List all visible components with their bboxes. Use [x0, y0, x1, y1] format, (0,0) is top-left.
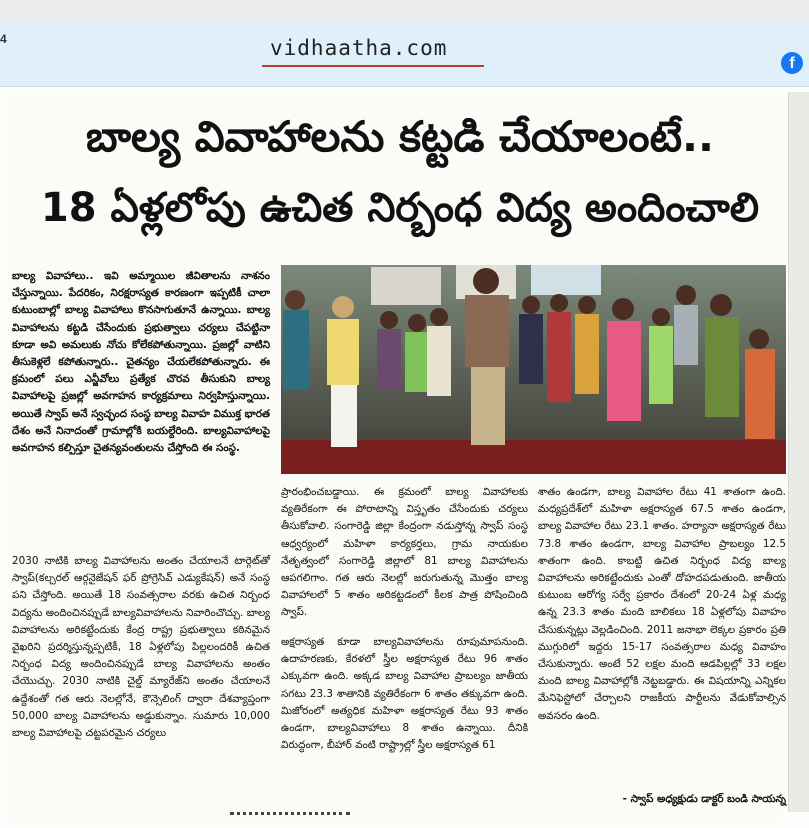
column-3-text: శాతం ఉండగా, బాల్య వివాహాల రేటు 41 శాతంగా ఉంది. మధ్యప్రదేశ్‌లో మహిళా అక్షరాస్యత 67.5 శాతం ఉండగా, బాల్య వివాహాల రేటు 23.1 శాతం. హర్యానా అక్షరాస్యత రేటు 73.8 శాతం ఉండగా, బాల్య వివాహాల ప్రాబల్యం 12.5 శాతంగా ఉంది. కాబట్టి ఉచిత నిర్బంధ విద్య బాల్య వివాహాలను అరికట్టేందుకు ఎంతో దోహదపడుతుంది. జాతీయ కుటుంబ ఆరోగ్య సర్వే ప్రకారం దేశంలో 20-24 ఏళ్ల మధ్య ఉన్న 23.3 శాతం మంది బాలికలు 18 ఏళ్లలోపు వివాహం చేసుకున్నట్లు వెల్లడించింది. 2011 జనాభా లెక్కల ప్రకారం ప్రతి ముగ్గురిలో ఇద్దరు 15-17 సంవత్సరాల మధ్య వివాహం చేసుకున్నారు. అంటే 52 లక్షల మంది ఆడపిల్లల్లో 33 లక్షల మంది బాల్య వివాహాల్లోకి నెట్టబడ్డారు. ఈ విషయాన్ని ఎన్నికల మేనిఫెస్టోలో చేర్చాలని రాజకీయ పార్టీలను వేడుకోవాల్సిన అవసరం ఉంది.: [538, 486, 786, 722]
author-byline: - స్వాప్ అధ్యక్షుడు డాక్టర్ బండి సాయన్న: [622, 793, 786, 805]
site-header: [0, 22, 809, 87]
column-2-part-2: [281, 634, 528, 754]
column-2a-text: ప్రారంభించబడ్డాయి. ఈ క్రమంలో బాల్య వివాహాలకు వ్యతిరేకంగా ఈ పోరాటాన్ని విస్తృతం చేసేందుకు చర్యలు తీసుకోవాలి. సంగారెడ్డి జిల్లా కేంద్రంగా నడుస్తోన్న స్వాప్ సంస్థ ఆధ్వర్యంలో మహిళా కార్యకర్తలు, గ్రామ నాయకుల నేతృత్వంలో సంగారెడ్డి జిల్లాలో 81 బాల్య వివాహాలను ఆపగలిగాం. గత ఆరు నెలల్లో జరుగుతున్న మొత్తం బాల్య వివాహాలలో 5 శాతం అరికట్టడంలో కీలక పాత్ర పోషించింది స్వాప్.: [281, 486, 528, 619]
next-article-fragment: [230, 812, 350, 828]
intro-text: బాల్య వివాహాలు.. ఇవి అమ్మాయిల జీవితాలను నాశనం చేస్తున్నాయి. పేదరికం, నిరక్షరాస్యత కారణంగా ఇప్పటికీ చాలా కుటుంబాల్లో బాల్య వివాహాలు కొనసాగుతూనే ఉన్నాయి. బాల్య వివాహాలను కట్టడి చేసేందుకు ప్రభుత్వాలు చర్యలు చేపట్టినా కూడా అవి అమలుకు నోచు కోలేకపోతున్నాయి. ప్రజల్లో వాటిని తీసుకెళ్లలే కపోతున్నారు.. చైతన్యం చేయలేకపోతున్నారు. ఈ క్రమంలో పలు ఎన్జీవోలు ప్రత్యేక చొరవ తీసుకుని బాల్య వివాహాలపై ప్రజల్లో అవగాహన కార్యక్రమాలు నిర్వహిస్తున్నాయి. అయితే స్వాప్ అనే స్వచ్ఛంద సంస్థ బాల్య వివాహ విముక్త భారత దేశం అనే నినాదంతో గ్రామాల్లోకి బయల్దేరింది. బాల్యవివాహాలపై అవగాహన కల్పిస్తూ చైతన్యవంతులను చేస్తోంది ఈ సంస్థ.: [12, 270, 270, 455]
facebook-icon[interactable]: f: [781, 52, 803, 74]
site-name-link[interactable]: vidhaatha.com: [270, 36, 448, 60]
adjacent-page-edge: [788, 92, 809, 812]
intro-paragraph: [12, 268, 270, 457]
column-1-body: [12, 553, 270, 742]
event-photo: [281, 265, 786, 474]
column-2-part-1: [281, 484, 528, 622]
column-3: [538, 484, 786, 725]
headline-line-1: బాల్య వివాహాలను కట్టడి చేయాలంటే..: [86, 112, 714, 161]
browser-top-band: [0, 0, 809, 22]
column-2b-text: అక్షరాస్యత కూడా బాల్యవివాహాలను రూపుమాపనుంది. ఉదాహరణకు, కేరళలో స్త్రీల అక్షరాస్యత రేటు 96 శాతం ఎక్కువగా ఉంది. అక్కడ బాల్య వివాహాల ప్రాబల్యం జాతీయ సగటు 23.3 శాతానికి వ్యతిరేకంగా 6 శాతం తక్కువగా ఉంది. మిజోరంలో అత్యధిక మహిళా అక్షరాస్యత రేటు 93 శాతం ఉండగా, బాల్యవివాహాలు 8 శాతం ఉన్నాయి. దీనికి విరుద్ధంగా, బీహార్ వంటి రాష్ట్రాల్లో స్త్రీల అక్షరాస్యత 61: [281, 636, 528, 752]
headline-line-2: 18 ఏళ్లలోపు ఉచిత నిర్బంధ విద్య అందించాలి: [40, 185, 760, 231]
column-1-text: 2030 నాటికి బాల్య వివాహాలను అంతం చేయాలనే టార్గెట్‌తో స్వాప్(కల్చరల్ ఆర్గనైజేషన్ ఫర్ ప్రోగ్రెసివ్ ఎడ్యుకేషన్) అనే సంస్థ పని చేస్తోంది. అయితే 18 సంవత్సరాల వరకు ఉచిత నిర్బంధ విద్యను అందించినప్పుడే బాల్యవివాహాలను నివారించొచ్చు. బాల్య వివాహాలను అరికట్టేందుకు కేంద్ర రాష్ట్ర ప్రభుత్వాలు కఠినమైన వైఖరిని ప్రదర్శిస్తున్నప్పటికీ, 18 ఏళ్లలోపు పిల్లలందరికీ ఉచిత నిర్బంధ విద్య అందించినప్పుడే బాల్య వివాహాలను అంతం చేయొచ్చు. 2030 నాటికి చైల్డ్ మ్యారేజ్‌ని అంతం చేయాలనే ఉద్దేశంతో గత ఆరు నెలల్లోనే, కౌన్సెలింగ్ ద్వారా దేశవ్యాప్తంగా 50,000 బాల్య వివాహాలను అడ్డుకున్నాం. సుమారు 10,000 బాల్య వివాహాలపై చట్టపరమైన చర్యలు: [12, 555, 270, 740]
site-name-underline: [262, 65, 484, 67]
page-edge-number: 4: [0, 32, 7, 46]
